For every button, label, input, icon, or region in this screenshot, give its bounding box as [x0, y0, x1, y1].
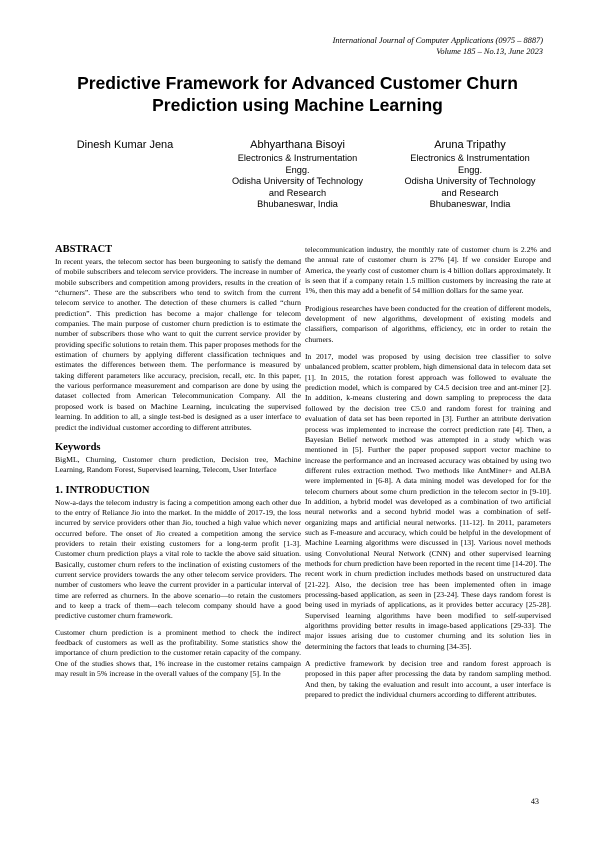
introduction-heading: 1. INTRODUCTION: [55, 484, 150, 496]
author-1: [40, 138, 210, 153]
title-line-1: Predictive Framework for Advanced Customer Churn: [77, 73, 518, 93]
keywords-heading: Keywords: [55, 441, 101, 453]
affiliation-line: Electronics & Instrumentation: [237, 153, 358, 163]
title-line-2: Prediction using Machine Learning: [152, 94, 443, 115]
affiliation-line: Engg.: [285, 164, 310, 175]
author-block: [40, 138, 555, 218]
affiliation-line: and Research: [268, 187, 327, 198]
author-name: Dinesh Kumar Jena: [76, 139, 174, 151]
body-paragraph: In 2017, model was proposed by using decision tree classifier to solve unbalanced problem, scatter problem, high dimensional data in telecom data set [1]. In 2015, the rotation forest approach was followed to evaluate the prediction model, which is compared by C4.5 decision tree and ant-miner [2]. In addition, k-means clustering and down sampling to preprocess the data followed by the decision tree C5.0 and random forest for training and evaluation of data set has been reported in [3]. Further an attribute derivation process was implemented to increase the correct prediction rate [4]. Then, a Bayesian Belief network method was attempted in a study which was mentioned in [5]. Further the paper proposed support vector machine to increase the performance and an increased accuracy was obtained by using two different rules extraction method. Two methods like AntMiner+ and ALBA were implemented in [6-8]. A data mining model was developed for for the telecom churners about some churn prediction in the telecom sector in [9-10]. In addition, a hybrid model was developed as a combination of two artificial neural networks and a second hybrid model was a combination of self-organizing maps and artificial neural networks. [11-12]. In 2011, parameters such as F-measure and accuracy, which could be helpful in the development of Machine Learning algorithms were discussed in [13]. Various novel methods using Convolutional Neural Network (CNN) and other supervised learning methods for churn prediction have been reported in the recent time [14-20]. The recent work in churn prediction includes methods based on unstructured data [21-22]. Also, the decision tree has been implemented often in image processing-based application, as seen in [23-24]. These days random forest is being used in myriads of applications, as it provides better accuracy [25-28]. Supervised learning algorithms have been modified to self-supervised algorithms providing better results in image-based applications [29-33]. The major issues arising due to customer churning and its solution lies in determining the factors that leads to churning [34-35].: [305, 352, 551, 651]
intro-paragraph: Now-a-days the telecom industry is facing a competition among each other due to the entry of Reliance Jio into the market. In the middle of 2017-19, the loss incurred by service providers other than Jio, touched a high value which never occurred before. The onset of Jio created a competition among the service providers to retain their existing customers for a long-term profit [1-3]. Customer churn prediction plays a vital role to tackle the above said situation. Basically, customer churn refers to the inclination of existing customers of the current service providers towards the any other telecom service providers. The number of customers who leave the current provider in a particular interval of time are referred as churners. In the above scenario—to retain the customers and to keep a track of them—each telecom company should have a good predictive customer churn framework.: [55, 497, 301, 621]
author-name: Abhyarthana Bisoyi: [250, 139, 345, 151]
author-3: [385, 138, 555, 211]
abstract-text: In recent years, the telecom sector has been burgeoning to satisfy the demand of mobile subscribers and telecom service providers. The increase in number of mobile subscribers and competition among providers, results in the creation of “churners”. These are the subscribers who tend to switch from the current telecom service to another. The detection of these churners is called “churn prediction”. This prediction has become a major challenge for telecom companies. The main purpose of customer churn prediction is to estimate the number of subscribers those who want to quit the current service provider by providing specific solutions to retain them. This paper proposes methods for the estimation of churners by applying different classification techniques and estimates the differences between them. The performance is measured by taking different parameters like accuracy, precision, recall, etc. In this paper, the various performance measurement and comparison are done by using the dataset collected from American Telecommunication Company. All the proposed work is based on Machine Learning, inculcating the supervised learning. In addition to all, a single test-bed is designed as a user interface to predict the individual customer according to different attributes.: [55, 257, 301, 432]
left-column: [55, 243, 301, 685]
affiliation-line: Bhubaneswar, India: [257, 199, 338, 210]
affiliation-line: Odisha University of Technology: [404, 176, 536, 187]
affiliation-line: Engg.: [457, 164, 482, 175]
journal-volume: Volume 185 – No.13, June 2023: [436, 47, 543, 56]
paper-title: [40, 73, 555, 116]
intro-paragraph: Customer churn prediction is a prominent method to check the indirect feedback of customers as well as the profitability. Some statistics show the importance of churn prediction to the customer retain capacity of the company. One of the studies shows that, 1% increase in the customer retains campaign may result in 5% increase in the overall values of the company [5]. In the: [55, 627, 301, 679]
body-paragraph: A predictive framework by decision tree and random forest approach is proposed in this paper after processing the data by random sampling method. And then, by taking the evaluation and result into account, a user interface is prepared to predict the individual churners according to different attributes.: [305, 659, 551, 700]
author-name: Aruna Tripathy: [434, 139, 506, 151]
affiliation-line: and Research: [441, 187, 499, 198]
affiliation-line: Electronics & Instrumentation: [410, 153, 530, 163]
right-column: [305, 245, 551, 707]
abstract-heading: ABSTRACT: [55, 244, 113, 255]
keywords-text: BigML, Churning, Customer churn prediction, Decision tree, Machine Learning, Random Forest, Supervised learning, Telecom, User Interface: [55, 454, 301, 475]
body-paragraph: Prodigious researches have been conducted for the creation of different models, development of new algorithms, development of existing models and classifiers, comparison of algorithms, efficiency, etc in order to retain the churners.: [305, 303, 551, 344]
affiliation-line: Odisha University of Technology: [231, 176, 364, 187]
author-2: [210, 138, 385, 211]
affiliation-line: Bhubaneswar, India: [429, 199, 511, 210]
journal-header: [333, 35, 543, 57]
body-paragraph: telecommunication industry, the monthly rate of customer churn is 2.2% and the annual rate of customer churn is 27% [4]. If we consider Europe and America, the yearly cost of customer churn is 4 billion dollars approximately. It is seen that if a company retain 1.5 million customers by increasing the rate at 1%, then this may add a benefit of 54 million dollars for the same year.: [305, 245, 551, 296]
journal-name: International Journal of Computer Applications (0975 – 8887): [332, 36, 543, 45]
page-number: 43: [530, 797, 539, 806]
